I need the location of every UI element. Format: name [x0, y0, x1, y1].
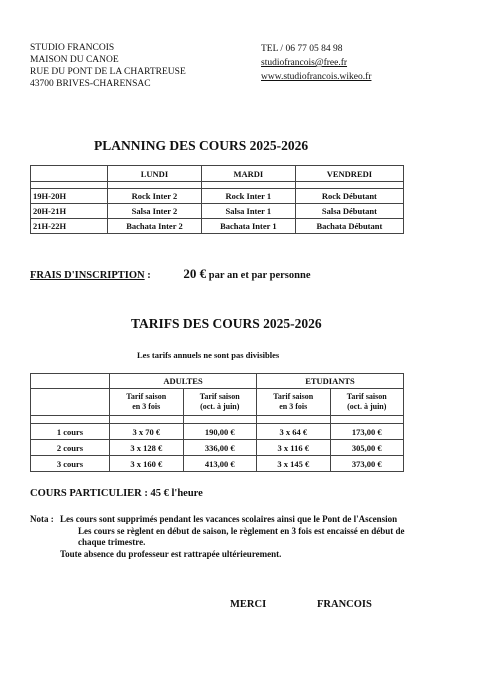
price-cell: 413,00 € — [183, 456, 257, 472]
column-header: MARDI — [201, 166, 295, 182]
fee-description: par an et par personne — [208, 270, 311, 281]
address-line: STUDIO FRANCOIS — [30, 43, 115, 53]
contact-info — [261, 42, 371, 84]
time-slot: 21H-22H — [31, 219, 108, 234]
note-line: Toute absence du professeur est rattrapée ultérieurement. — [60, 548, 282, 559]
signature-name: FRANCOIS — [317, 599, 372, 610]
private-lesson-price: COURS PARTICULIER : 45 € l'heure — [30, 488, 203, 499]
fee-label: FRAIS D'INSCRIPTION — [30, 270, 145, 281]
price-cell: 190,00 € — [183, 424, 257, 440]
price-cell: 3 x 145 € — [257, 456, 331, 472]
price-cell: 3 x 64 € — [257, 424, 331, 440]
fee-colon: : — [147, 270, 151, 281]
course-cell: Salsa Inter 2 — [108, 204, 202, 219]
address-line: RUE DU PONT DE LA CHARTREUSE — [30, 67, 186, 77]
course-cell: Salsa Débutant — [295, 204, 403, 219]
note-line: Les cours se règlent en début de saison, le règlement en 3 fois est encaissé en début de chaque trimestre. — [78, 525, 405, 547]
address-line: 43700 BRIVES-CHARENSAC — [30, 79, 151, 89]
planning-title: PLANNING DES COURS 2025-2026 — [94, 138, 309, 153]
tarifs-title: TARIFS DES COURS 2025-2026 — [131, 316, 322, 331]
price-cell: 336,00 € — [183, 440, 257, 456]
row-label: 1 cours — [31, 424, 110, 440]
table-header-row — [31, 166, 404, 182]
table-row — [31, 456, 404, 472]
registration-fee — [30, 266, 311, 282]
course-cell: Salsa Inter 1 — [201, 204, 295, 219]
course-cell: Bachata Débutant — [295, 219, 403, 234]
fee-price: 20 € — [183, 266, 207, 281]
course-cell: Rock Inter 1 — [201, 189, 295, 204]
price-cell: 173,00 € — [330, 424, 404, 440]
course-cell: Rock Débutant — [295, 189, 403, 204]
group-header: ETUDIANTS — [257, 374, 404, 389]
course-cell: Bachata Inter 1 — [201, 219, 295, 234]
price-cell: 3 x 128 € — [110, 440, 184, 456]
column-header: Tarif saison en 3 fois — [110, 389, 184, 416]
price-cell: 373,00 € — [330, 456, 404, 472]
note-line: Les cours sont supprimés pendant les vacances scolaires ainsi que le Pont de l'Ascension — [60, 514, 398, 524]
phone-number: TEL / 06 77 05 84 98 — [261, 44, 343, 54]
column-header: LUNDI — [108, 166, 202, 182]
row-label: 3 cours — [31, 456, 110, 472]
course-cell: Rock Inter 2 — [108, 189, 202, 204]
note-body — [60, 514, 418, 560]
price-cell: 3 x 160 € — [110, 456, 184, 472]
tarifs-note: Les tarifs annuels ne sont pas divisibles — [137, 350, 280, 360]
studio-address — [30, 42, 186, 90]
price-cell: 3 x 70 € — [110, 424, 184, 440]
note-label: Nota : — [30, 514, 54, 524]
row-label: 2 cours — [31, 440, 110, 456]
group-header: ADULTES — [110, 374, 257, 389]
planning-table — [30, 165, 404, 234]
table-row — [31, 189, 404, 204]
table-row — [31, 424, 404, 440]
table-row — [31, 440, 404, 456]
group-header-row — [31, 374, 404, 389]
time-slot: 19H-20H — [31, 189, 108, 204]
column-header: VENDREDI — [295, 166, 403, 182]
price-cell: 3 x 116 € — [257, 440, 331, 456]
email-link[interactable]: studiofrancois@free.fr — [261, 58, 348, 68]
column-header: Tarif saison (oct. à juin) — [330, 389, 404, 416]
address-line: MAISON DU CANOE — [30, 55, 119, 65]
column-header: Tarif saison en 3 fois — [257, 389, 331, 416]
column-header: Tarif saison (oct. à juin) — [183, 389, 257, 416]
tarifs-table — [30, 373, 404, 472]
course-cell: Bachata Inter 2 — [108, 219, 202, 234]
website-link[interactable]: www.studiofrancois.wikeo.fr — [261, 72, 372, 82]
table-row — [31, 204, 404, 219]
price-cell: 305,00 € — [330, 440, 404, 456]
time-slot: 20H-21H — [31, 204, 108, 219]
subheader-row — [31, 389, 404, 416]
thanks-text: MERCI — [230, 599, 267, 610]
table-row — [31, 219, 404, 234]
